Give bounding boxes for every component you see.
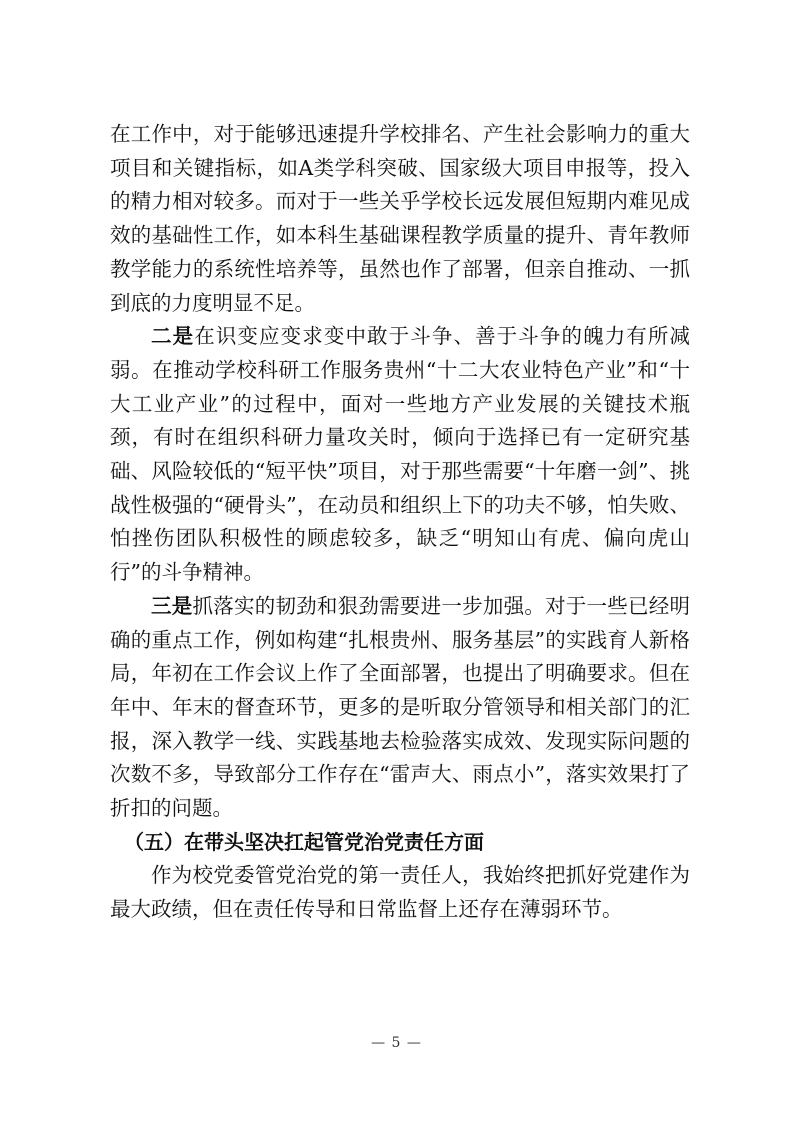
body-text	[110, 118, 690, 927]
paragraph-lead: 二是	[151, 324, 195, 349]
page-number: — 5 —	[371, 1035, 422, 1051]
paragraph-text: 在识变应变求变中敢于斗争、善于斗争的魄力有所减弱。在推动学校科研工作服务贵州“十二大农业特色产业”和“十大工业产业”的过程中，面对一些地方产业发展的关键技术瓶颈，有时在组织科研力量攻关时，倾向于选择已有一定研究基础、风险较低的“短平快”项目，对于那些需要“十年磨一剑”、挑战性极强的“硬骨头”，在动员和组织上下的功夫不够，怕失败、怕挫伤团队积极性的顾虑较多，缺乏“明知山有虎、偏向虎山行”的斗争精神。	[110, 324, 691, 585]
section-heading: （五）在带头坚决扛起管党治党责任方面	[124, 829, 484, 854]
paragraph-text: 在工作中，对于能够迅速提升学校排名、产生社会影响力的重大项目和关键指标，如A类学科突破、国家级大项目申报等，投入的精力相对较多。而对于一些关乎学校长远发展但短期内难见成效的基础性工作，如本科生基础课程教学质量的提升、青年教师教学能力的系统性培养等，虽然也作了部署，但亲自推动、一抓到底的力度明显不足。	[110, 122, 690, 315]
paragraph-lead: 三是	[151, 593, 193, 618]
paragraph-point-three	[110, 590, 690, 826]
paragraph-text: 作为校党委管党治党的第一责任人，我始终把抓好党建作为最大政绩，但在责任传导和日常监督上还存在薄弱环节。	[110, 863, 690, 922]
paragraph-point-two	[110, 320, 690, 590]
paragraph-closing	[110, 859, 690, 926]
paragraph-text: 抓落实的韧劲和狠劲需要进一步加强。对于一些已经明确的重点工作，例如构建“扎根贵州、服务基层”的实践育人新格局，年初在工作会议上作了全面部署，也提出了明确要求。但在年中、年末的督查环节，更多的是听取分管领导和相关部门的汇报，深入教学一线、实践基地去检验落实成效、发现实际问题的次数不多，导致部分工作存在“雷声大、雨点小”，落实效果打了折扣的问题。	[110, 593, 691, 821]
paragraph-continuation	[110, 118, 690, 320]
